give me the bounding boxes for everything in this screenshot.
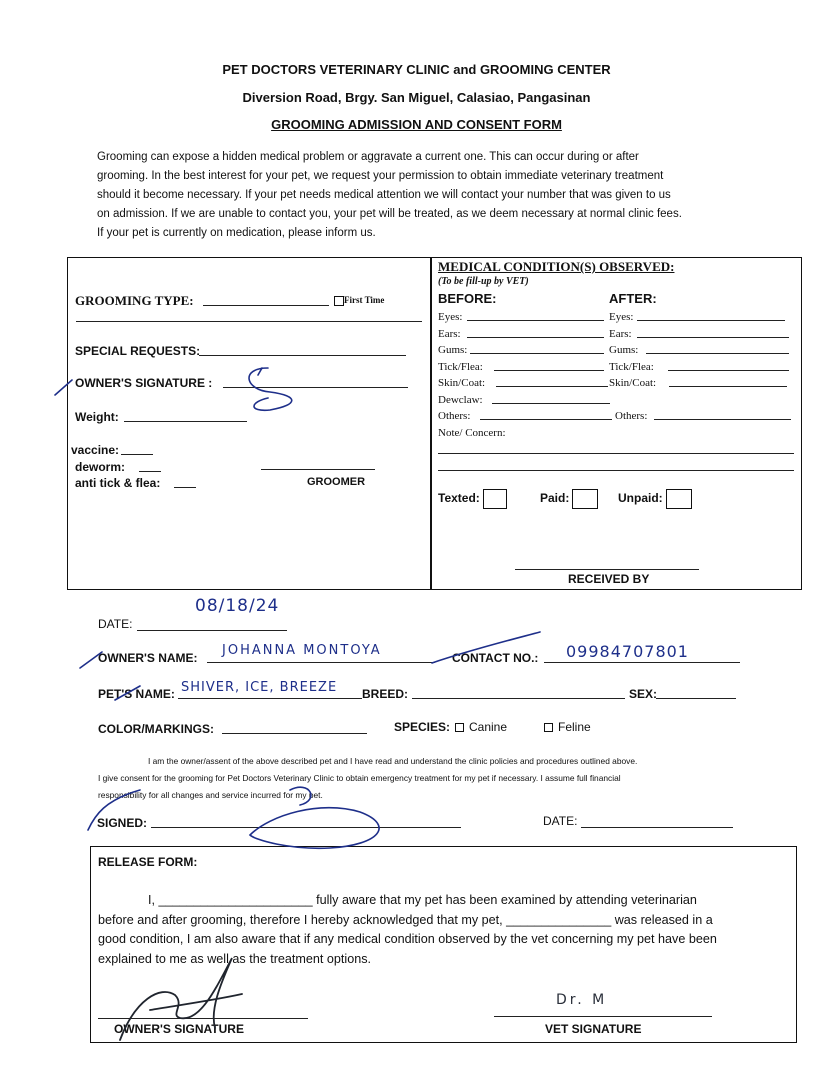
consent-line: responsibility for all changes and service incurred for my pet. [98, 790, 323, 800]
species-canine-option[interactable] [455, 720, 507, 734]
intro-line: should it become necessary. If your pet needs medical attention we will contact your number that was given to us [97, 189, 671, 201]
clinic-address: Diversion Road, Brgy. San Miguel, Calasiao, Pangasinan [242, 90, 591, 105]
intro-paragraph [97, 148, 747, 243]
species-label: SPECIES: [394, 720, 451, 734]
date-label: DATE: [98, 617, 133, 631]
before-ears-field[interactable] [467, 337, 604, 338]
release-line: before and after grooming, therefore I hereby acknowledged that my pet, _______________ was released in a [98, 912, 713, 927]
sex-label: SEX: [629, 687, 658, 701]
intro-line: Grooming can expose a hidden medical problem or aggravate a current one. This can occur during or after [97, 151, 639, 163]
note-line-2[interactable] [438, 470, 794, 471]
contact-handwritten: 09984707801 [566, 642, 689, 661]
release-form-title: RELEASE FORM: [98, 855, 198, 869]
before-others-field[interactable] [480, 419, 612, 420]
before-item-gums: Gums: [438, 344, 468, 356]
special-requests-field[interactable] [199, 355, 406, 356]
deworm-field[interactable] [139, 471, 161, 472]
contact-label: CONTACT NO.: [452, 651, 539, 665]
owner-signature-field[interactable] [223, 387, 408, 388]
texted-checkbox[interactable] [438, 489, 507, 509]
after-item-others: Others: [615, 410, 648, 422]
after-others-field[interactable] [654, 419, 791, 420]
vaccine-field[interactable] [121, 454, 153, 455]
after-item-eyes: Eyes: [609, 311, 634, 323]
date-field[interactable] [137, 630, 287, 631]
after-gums-field[interactable] [646, 353, 789, 354]
pet-name-handwritten: SHIVER, ICE, BREEZE [181, 680, 338, 695]
feline-label: Feline [558, 720, 591, 734]
species-feline-option[interactable] [544, 720, 591, 734]
clinic-name: PET DOCTORS VETERINARY CLINIC and GROOMING CENTER [222, 62, 611, 77]
weight-field[interactable] [124, 421, 247, 422]
release-line: good condition, I am also aware that if any medical condition observed by the vet concerning my pet have been [98, 932, 717, 946]
signed-field[interactable] [151, 827, 461, 828]
anti-tick-label: anti tick & flea: [75, 476, 161, 490]
box-divider [430, 258, 432, 589]
consent-paragraph [98, 753, 748, 804]
note-concern-label: Note/ Concern: [438, 426, 506, 439]
color-markings-label: COLOR/MARKINGS: [98, 722, 214, 736]
anti-tick-field[interactable] [174, 487, 196, 488]
medical-subtitle: (To be fill-up by VET) [438, 276, 529, 287]
before-item-others: Others: [438, 410, 471, 422]
signed-label: SIGNED: [97, 816, 148, 830]
grooming-type-field-2[interactable] [76, 321, 422, 322]
first-time-label: First Time [344, 295, 385, 305]
paid-checkbox[interactable] [540, 489, 598, 509]
date-handwritten: 08/18/24 [195, 596, 280, 616]
before-gums-field[interactable] [470, 353, 604, 354]
breed-label: BREED: [362, 687, 409, 701]
received-by-label: RECEIVED BY [568, 572, 650, 586]
before-item-dewclaw: Dewclaw: [438, 393, 483, 406]
owner-signature-label: OWNER'S SIGNATURE : [75, 376, 213, 390]
before-item-tick-flea: Tick/Flea: [438, 360, 483, 373]
after-item-ears: Ears: [609, 327, 632, 340]
owner-name-field[interactable] [207, 662, 435, 663]
release-paragraph [98, 891, 790, 969]
breed-field[interactable] [412, 698, 625, 699]
before-eyes-field[interactable] [467, 320, 604, 321]
consent-line: I give consent for the grooming for Pet Doctors Veterinary Clinic to obtain emergency treatment for my pet if necessary. I assume full financial [98, 773, 621, 783]
unpaid-label: Unpaid: [618, 491, 663, 506]
owner-name-handwritten: JOHANNA MONTOYA [222, 643, 382, 658]
vet-signature-line[interactable] [494, 1016, 712, 1017]
canine-label: Canine [469, 720, 508, 734]
grooming-type-label: GROOMING TYPE: [75, 293, 194, 308]
before-heading: BEFORE: [438, 291, 497, 306]
after-item-skin-coat: Skin/Coat: [609, 377, 657, 389]
before-item-skin-coat: Skin/Coat: [438, 377, 486, 389]
first-time-checkbox[interactable] [334, 295, 384, 306]
form-title: GROOMING ADMISSION AND CONSENT FORM [271, 117, 562, 132]
groomer-label: GROOMER [307, 476, 366, 488]
after-heading: AFTER: [609, 291, 657, 306]
texted-label: Texted: [438, 491, 480, 506]
vaccine-label: vaccine: [71, 443, 120, 457]
release-line: I, ______________________ fully aware that my pet has been examined by attending veterinarian [148, 893, 697, 907]
release-owner-signature-line[interactable] [98, 1018, 308, 1019]
before-list [438, 309, 506, 441]
pet-name-label: PET'S NAME: [98, 687, 175, 701]
release-owner-signature-label: OWNER'S SIGNATURE [114, 1022, 244, 1036]
weight-label: Weight: [75, 410, 119, 424]
medical-title: MEDICAL CONDITION(S) OBSERVED: [438, 259, 675, 274]
after-tick-field[interactable] [668, 370, 789, 371]
before-tick-field[interactable] [494, 370, 604, 371]
signed-date-field[interactable] [581, 827, 733, 828]
intro-line: on admission. If we are unable to contact you, your pet will be treated, as we deem necessary at normal clinic fees. [97, 208, 682, 220]
vet-handwritten-initials: Dr. M [556, 992, 608, 1008]
after-item-tick-flea: Tick/Flea: [609, 360, 654, 373]
before-skin-field[interactable] [496, 386, 608, 387]
after-list [609, 309, 656, 425]
grooming-type-field[interactable] [203, 305, 329, 306]
vet-signature-label: VET SIGNATURE [545, 1022, 642, 1036]
deworm-label: deworm: [75, 460, 126, 474]
intro-line: grooming. In the best interest for your pet, we request your permission to obtain immediate veterinary treatment [97, 170, 664, 182]
special-requests-label: SPECIAL REQUESTS: [75, 344, 201, 358]
after-skin-field[interactable] [669, 386, 787, 387]
paid-label: Paid: [540, 491, 570, 506]
unpaid-checkbox[interactable] [618, 489, 692, 509]
after-item-gums: Gums: [609, 344, 639, 356]
sex-field[interactable] [656, 698, 736, 699]
signed-date-label: DATE: [543, 814, 578, 828]
intro-line: If your pet is currently on medication, please inform us. [97, 227, 376, 239]
owner-name-label: OWNER'S NAME: [98, 651, 198, 665]
consent-line: I am the owner/assent of the above described pet and I have read and understand the clinic policies and procedures outlined above. [148, 756, 638, 766]
before-dewclaw-field[interactable] [492, 403, 610, 404]
contact-field[interactable] [544, 662, 740, 663]
after-eyes-field[interactable] [637, 320, 785, 321]
color-markings-field[interactable] [222, 733, 367, 734]
pet-name-field[interactable] [178, 698, 362, 699]
groomer-signature-line[interactable] [261, 469, 375, 470]
note-line-1[interactable] [438, 453, 794, 454]
before-item-ears: Ears: [438, 327, 461, 340]
release-line: explained to me as well as the treatment options. [98, 951, 372, 966]
before-item-eyes: Eyes: [438, 311, 463, 323]
received-by-line[interactable] [515, 569, 699, 570]
after-ears-field[interactable] [637, 337, 789, 338]
